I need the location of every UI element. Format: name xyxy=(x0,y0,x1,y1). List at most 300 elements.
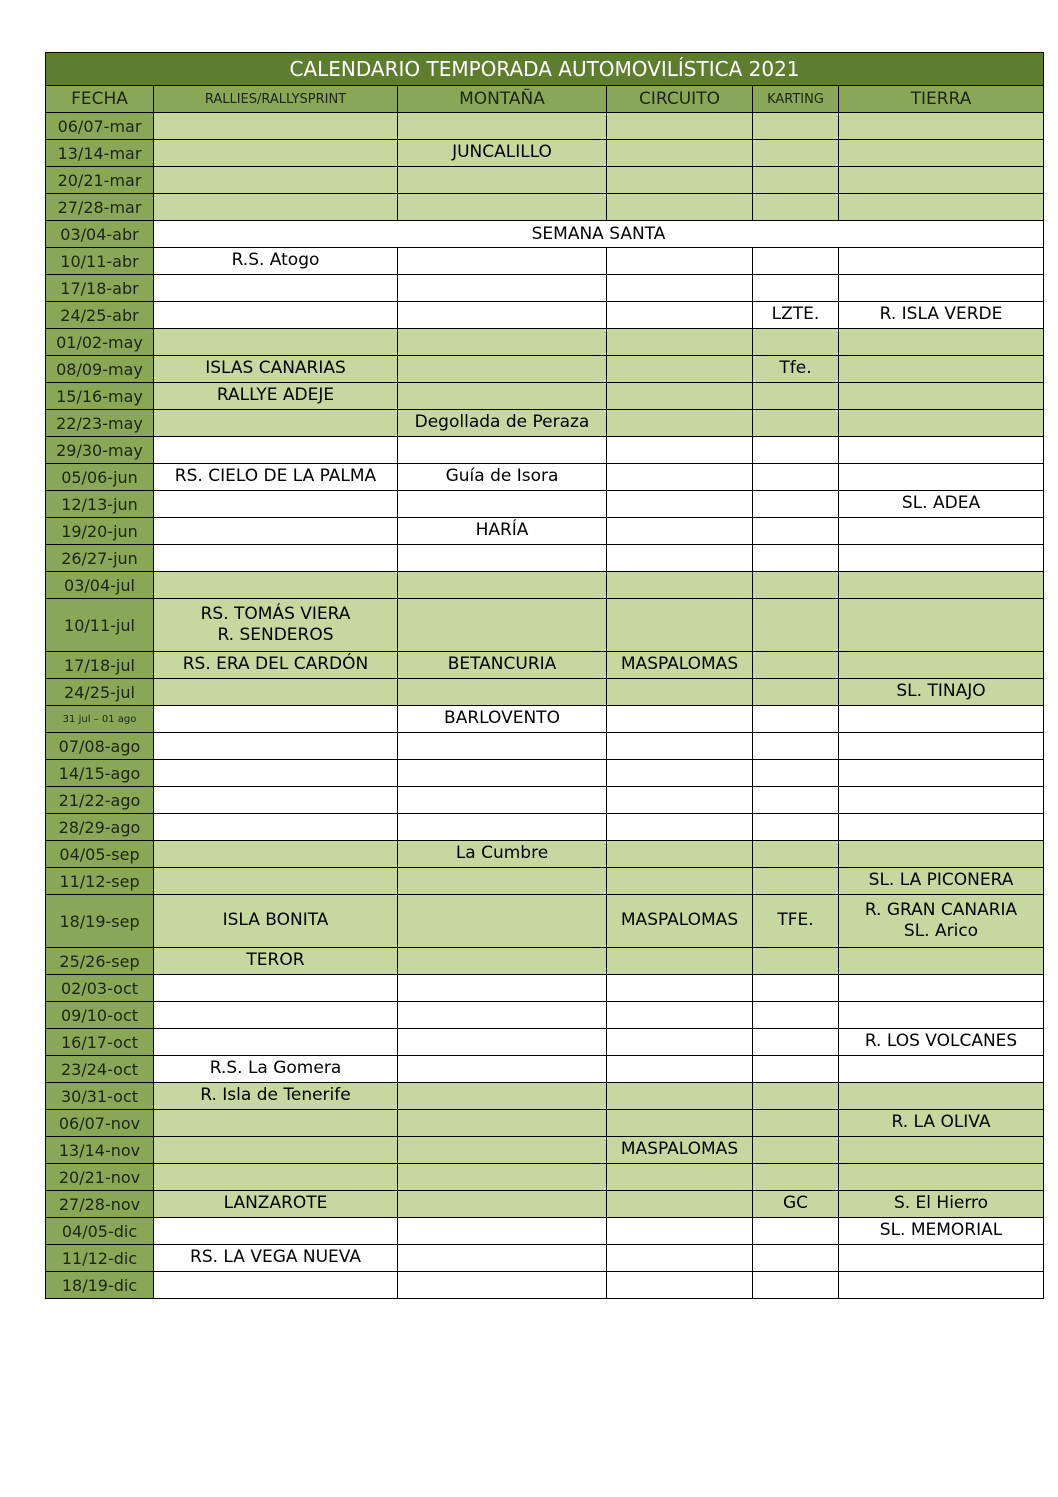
date-cell: 10/11-jul xyxy=(46,599,154,652)
event-cell-circuito xyxy=(607,814,753,841)
event-cell-montana xyxy=(398,302,607,329)
event-cell-karting xyxy=(753,787,839,814)
table-row xyxy=(46,329,1044,356)
table-row xyxy=(46,948,1044,975)
event-cell-tierra: SL. LA PICONERA xyxy=(839,868,1044,895)
event-cell-rallies xyxy=(154,167,398,194)
table-row xyxy=(46,410,1044,437)
date-cell: 31 jul – 01 ago xyxy=(46,706,154,733)
event-cell-karting xyxy=(753,1218,839,1245)
event-cell-montana: La Cumbre xyxy=(398,841,607,868)
event-cell-tierra: R. ISLA VERDE xyxy=(839,302,1044,329)
event-cell-montana xyxy=(398,1110,607,1137)
event-cell-montana xyxy=(398,329,607,356)
table-row xyxy=(46,868,1044,895)
event-cell-circuito xyxy=(607,383,753,410)
event-cell-montana: Guía de Isora xyxy=(398,464,607,491)
event-cell-circuito xyxy=(607,975,753,1002)
event-cell-rallies xyxy=(154,760,398,787)
table-row xyxy=(46,356,1044,383)
event-cell-karting xyxy=(753,410,839,437)
date-cell: 05/06-jun xyxy=(46,464,154,491)
date-cell: 02/03-oct xyxy=(46,975,154,1002)
event-cell-circuito: MASPALOMAS xyxy=(607,895,753,948)
event-cell-circuito xyxy=(607,545,753,572)
header-montana: MONTAÑA xyxy=(398,86,607,113)
date-cell: 16/17-oct xyxy=(46,1029,154,1056)
date-cell: 18/19-sep xyxy=(46,895,154,948)
date-cell: 10/11-abr xyxy=(46,248,154,275)
event-cell-montana xyxy=(398,948,607,975)
event-cell-rallies xyxy=(154,733,398,760)
event-cell-tierra xyxy=(839,329,1044,356)
event-cell-circuito xyxy=(607,518,753,545)
event-cell-karting xyxy=(753,518,839,545)
event-cell-circuito xyxy=(607,868,753,895)
calendar-sheet xyxy=(45,52,1043,1299)
event-cell-tierra xyxy=(839,167,1044,194)
event-cell-karting: Tfe. xyxy=(753,356,839,383)
event-cell-tierra: SL. MEMORIAL xyxy=(839,1218,1044,1245)
table-row xyxy=(46,975,1044,1002)
event-cell-tierra xyxy=(839,437,1044,464)
table-row xyxy=(46,167,1044,194)
event-cell-rallies: ISLAS CANARIAS xyxy=(154,356,398,383)
event-cell-rallies: LANZAROTE xyxy=(154,1191,398,1218)
event-cell-circuito xyxy=(607,464,753,491)
event-cell-rallies: R. Isla de Tenerife xyxy=(154,1083,398,1110)
table-row xyxy=(46,841,1044,868)
date-cell: 13/14-nov xyxy=(46,1137,154,1164)
event-cell-rallies: RS. CIELO DE LA PALMA xyxy=(154,464,398,491)
table-row xyxy=(46,518,1044,545)
event-cell-circuito xyxy=(607,572,753,599)
table-row xyxy=(46,733,1044,760)
date-cell: 27/28-mar xyxy=(46,194,154,221)
table-row xyxy=(46,302,1044,329)
event-cell-montana xyxy=(398,545,607,572)
event-cell-rallies xyxy=(154,140,398,167)
date-cell: 11/12-sep xyxy=(46,868,154,895)
event-cell-tierra xyxy=(839,787,1044,814)
table-row xyxy=(46,1137,1044,1164)
event-cell-rallies: TEROR xyxy=(154,948,398,975)
event-cell-circuito xyxy=(607,140,753,167)
event-cell-karting xyxy=(753,248,839,275)
event-cell-rallies: R.S. La Gomera xyxy=(154,1056,398,1083)
event-cell-montana xyxy=(398,1056,607,1083)
table-row xyxy=(46,383,1044,410)
table-row xyxy=(46,706,1044,733)
table-row xyxy=(46,787,1044,814)
table-row xyxy=(46,1029,1044,1056)
event-cell-tierra xyxy=(839,464,1044,491)
table-row xyxy=(46,275,1044,302)
event-cell-tierra xyxy=(839,1083,1044,1110)
event-cell-tierra xyxy=(839,248,1044,275)
event-cell-tierra xyxy=(839,760,1044,787)
event-cell-tierra xyxy=(839,975,1044,1002)
event-cell-circuito xyxy=(607,599,753,652)
event-cell-karting xyxy=(753,975,839,1002)
event-cell-karting xyxy=(753,1002,839,1029)
event-cell-montana xyxy=(398,895,607,948)
event-cell-montana: HARÍA xyxy=(398,518,607,545)
event-cell-circuito xyxy=(607,275,753,302)
event-cell-rallies xyxy=(154,572,398,599)
table-row xyxy=(46,572,1044,599)
table-row xyxy=(46,1191,1044,1218)
event-cell-rallies xyxy=(154,545,398,572)
event-cell-montana xyxy=(398,1164,607,1191)
event-cell-karting: LZTE. xyxy=(753,302,839,329)
table-row xyxy=(46,1083,1044,1110)
event-cell-rallies xyxy=(154,1110,398,1137)
event-cell-rallies xyxy=(154,437,398,464)
event-cell-tierra: R. GRAN CANARIA SL. Arico xyxy=(839,895,1044,948)
event-cell-tierra xyxy=(839,599,1044,652)
event-cell-rallies xyxy=(154,302,398,329)
event-cell-circuito xyxy=(607,733,753,760)
event-cell-karting xyxy=(753,545,839,572)
event-cell-montana xyxy=(398,679,607,706)
event-cell-tierra xyxy=(839,518,1044,545)
event-cell-tierra xyxy=(839,194,1044,221)
event-cell-karting xyxy=(753,1137,839,1164)
event-cell-karting xyxy=(753,599,839,652)
event-cell-rallies xyxy=(154,410,398,437)
event-cell-circuito xyxy=(607,1110,753,1137)
table-row xyxy=(46,895,1044,948)
date-cell: 04/05-sep xyxy=(46,841,154,868)
event-cell-karting xyxy=(753,679,839,706)
event-cell-rallies: ISLA BONITA xyxy=(154,895,398,948)
date-cell: 21/22-ago xyxy=(46,787,154,814)
event-cell-circuito xyxy=(607,760,753,787)
event-cell-montana xyxy=(398,437,607,464)
table-row xyxy=(46,679,1044,706)
event-cell-karting xyxy=(753,814,839,841)
event-cell-circuito xyxy=(607,706,753,733)
event-cell-karting xyxy=(753,1245,839,1272)
date-cell: 24/25-abr xyxy=(46,302,154,329)
table-row xyxy=(46,1056,1044,1083)
event-cell-rallies xyxy=(154,1137,398,1164)
event-cell-karting xyxy=(753,572,839,599)
event-cell-montana xyxy=(398,194,607,221)
event-cell-rallies xyxy=(154,814,398,841)
date-cell: 14/15-ago xyxy=(46,760,154,787)
event-cell-karting xyxy=(753,706,839,733)
event-cell-rallies: RS. ERA DEL CARDÓN xyxy=(154,652,398,679)
event-cell-tierra: R. LA OLIVA xyxy=(839,1110,1044,1137)
event-cell-karting xyxy=(753,1083,839,1110)
table-row xyxy=(46,1110,1044,1137)
event-cell-rallies: RALLYE ADEJE xyxy=(154,383,398,410)
date-cell: 11/12-dic xyxy=(46,1245,154,1272)
event-cell-montana xyxy=(398,1191,607,1218)
event-cell-circuito xyxy=(607,356,753,383)
event-cell-tierra xyxy=(839,1056,1044,1083)
date-cell: 17/18-jul xyxy=(46,652,154,679)
event-cell-montana xyxy=(398,814,607,841)
event-cell-tierra xyxy=(839,113,1044,140)
date-cell: 28/29-ago xyxy=(46,814,154,841)
date-cell: 19/20-jun xyxy=(46,518,154,545)
event-cell-tierra xyxy=(839,706,1044,733)
event-cell-circuito xyxy=(607,194,753,221)
event-cell-karting: GC xyxy=(753,1191,839,1218)
event-cell-karting xyxy=(753,194,839,221)
event-cell-circuito xyxy=(607,679,753,706)
date-cell: 04/05-dic xyxy=(46,1218,154,1245)
date-cell: 27/28-nov xyxy=(46,1191,154,1218)
event-cell-karting xyxy=(753,868,839,895)
event-cell-montana: BARLOVENTO xyxy=(398,706,607,733)
event-cell-karting xyxy=(753,1272,839,1299)
date-cell: 26/27-jun xyxy=(46,545,154,572)
event-cell-circuito xyxy=(607,1164,753,1191)
event-cell-circuito xyxy=(607,167,753,194)
event-cell-karting xyxy=(753,491,839,518)
date-cell: 24/25-jul xyxy=(46,679,154,706)
date-cell: 03/04-jul xyxy=(46,572,154,599)
event-cell-montana: BETANCURIA xyxy=(398,652,607,679)
date-cell: 30/31-oct xyxy=(46,1083,154,1110)
header-rallies: RALLIES/RALLYSPRINT xyxy=(154,86,398,113)
event-cell-karting xyxy=(753,275,839,302)
event-cell-tierra xyxy=(839,275,1044,302)
header-karting: KARTING xyxy=(753,86,839,113)
event-cell-karting xyxy=(753,841,839,868)
header-circuito: CIRCUITO xyxy=(607,86,753,113)
event-cell-montana xyxy=(398,113,607,140)
event-cell-montana xyxy=(398,787,607,814)
event-cell-circuito xyxy=(607,113,753,140)
event-cell-rallies xyxy=(154,1002,398,1029)
event-cell-circuito: MASPALOMAS xyxy=(607,652,753,679)
table-row xyxy=(46,545,1044,572)
date-cell: 12/13-jun xyxy=(46,491,154,518)
header-tierra: TIERRA xyxy=(839,86,1044,113)
date-cell: 29/30-may xyxy=(46,437,154,464)
table-row xyxy=(46,140,1044,167)
event-cell-montana: Degollada de Peraza xyxy=(398,410,607,437)
event-cell-rallies xyxy=(154,841,398,868)
event-cell-circuito xyxy=(607,1056,753,1083)
event-cell-karting xyxy=(753,1110,839,1137)
table-row xyxy=(46,652,1044,679)
event-cell-tierra xyxy=(839,948,1044,975)
event-cell-montana xyxy=(398,760,607,787)
event-cell-rallies xyxy=(154,975,398,1002)
event-cell-circuito xyxy=(607,302,753,329)
event-cell-tierra: S. El Hierro xyxy=(839,1191,1044,1218)
event-cell-rallies xyxy=(154,1164,398,1191)
event-cell-montana xyxy=(398,275,607,302)
event-cell-circuito xyxy=(607,1218,753,1245)
event-cell-tierra xyxy=(839,410,1044,437)
event-cell-karting xyxy=(753,113,839,140)
event-cell-rallies: RS. LA VEGA NUEVA xyxy=(154,1245,398,1272)
table-row xyxy=(46,194,1044,221)
event-cell-rallies xyxy=(154,787,398,814)
event-cell-tierra xyxy=(839,545,1044,572)
event-cell-circuito xyxy=(607,437,753,464)
event-cell-circuito xyxy=(607,329,753,356)
event-cell-montana xyxy=(398,383,607,410)
date-cell: 08/09-may xyxy=(46,356,154,383)
event-cell-karting xyxy=(753,948,839,975)
table-row xyxy=(46,1002,1044,1029)
event-cell-rallies xyxy=(154,113,398,140)
date-cell: 01/02-may xyxy=(46,329,154,356)
event-cell-rallies xyxy=(154,329,398,356)
event-cell-karting xyxy=(753,464,839,491)
date-cell: 20/21-nov xyxy=(46,1164,154,1191)
event-cell-rallies xyxy=(154,1218,398,1245)
event-cell-rallies xyxy=(154,275,398,302)
event-cell-tierra xyxy=(839,841,1044,868)
event-cell-tierra xyxy=(839,383,1044,410)
event-cell-montana xyxy=(398,491,607,518)
event-cell-montana xyxy=(398,1029,607,1056)
event-cell-montana xyxy=(398,356,607,383)
event-cell-circuito xyxy=(607,1029,753,1056)
event-cell-montana xyxy=(398,1083,607,1110)
event-cell-tierra xyxy=(839,1002,1044,1029)
table-row xyxy=(46,464,1044,491)
event-cell-montana xyxy=(398,733,607,760)
header-fecha: FECHA xyxy=(46,86,154,113)
event-cell-tierra xyxy=(839,733,1044,760)
event-cell-montana xyxy=(398,248,607,275)
date-cell: 06/07-mar xyxy=(46,113,154,140)
date-cell: 17/18-abr xyxy=(46,275,154,302)
event-cell-montana xyxy=(398,572,607,599)
table-row xyxy=(46,1272,1044,1299)
table-row xyxy=(46,437,1044,464)
event-cell-tierra: SL. ADEA xyxy=(839,491,1044,518)
table-row xyxy=(46,248,1044,275)
calendar-table xyxy=(45,52,1044,1299)
event-cell-montana xyxy=(398,868,607,895)
event-span-cell: SEMANA SANTA xyxy=(154,221,1044,248)
event-cell-karting xyxy=(753,1029,839,1056)
event-cell-circuito xyxy=(607,841,753,868)
event-cell-rallies xyxy=(154,1029,398,1056)
date-cell: 06/07-nov xyxy=(46,1110,154,1137)
date-cell: 13/14-mar xyxy=(46,140,154,167)
event-cell-karting xyxy=(753,167,839,194)
calendar-title: CALENDARIO TEMPORADA AUTOMOVILÍSTICA 2021 xyxy=(46,53,1044,86)
table-row xyxy=(46,1218,1044,1245)
event-cell-tierra xyxy=(839,1137,1044,1164)
event-cell-tierra xyxy=(839,652,1044,679)
event-cell-montana xyxy=(398,1272,607,1299)
date-cell: 03/04-abr xyxy=(46,221,154,248)
event-cell-rallies xyxy=(154,194,398,221)
event-cell-montana xyxy=(398,599,607,652)
table-row xyxy=(46,113,1044,140)
event-cell-circuito xyxy=(607,248,753,275)
event-cell-tierra xyxy=(839,1164,1044,1191)
table-row xyxy=(46,599,1044,652)
event-cell-karting xyxy=(753,329,839,356)
event-cell-circuito xyxy=(607,787,753,814)
calendar-body xyxy=(46,113,1044,1299)
event-cell-circuito: MASPALOMAS xyxy=(607,1137,753,1164)
date-cell: 09/10-oct xyxy=(46,1002,154,1029)
event-cell-tierra xyxy=(839,356,1044,383)
event-cell-circuito xyxy=(607,948,753,975)
event-cell-circuito xyxy=(607,1191,753,1218)
event-cell-montana: JUNCALILLO xyxy=(398,140,607,167)
event-cell-karting: TFE. xyxy=(753,895,839,948)
column-header-row xyxy=(46,86,1044,113)
table-row xyxy=(46,491,1044,518)
event-cell-montana xyxy=(398,1002,607,1029)
table-row xyxy=(46,1245,1044,1272)
date-cell: 23/24-oct xyxy=(46,1056,154,1083)
event-cell-circuito xyxy=(607,491,753,518)
event-cell-karting xyxy=(753,760,839,787)
event-cell-karting xyxy=(753,733,839,760)
event-cell-karting xyxy=(753,383,839,410)
date-cell: 25/26-sep xyxy=(46,948,154,975)
event-cell-montana xyxy=(398,1245,607,1272)
event-cell-karting xyxy=(753,1164,839,1191)
event-cell-tierra xyxy=(839,1245,1044,1272)
event-cell-karting xyxy=(753,1056,839,1083)
event-cell-rallies: RS. TOMÁS VIERA R. SENDEROS xyxy=(154,599,398,652)
event-cell-karting xyxy=(753,437,839,464)
table-row xyxy=(46,814,1044,841)
event-cell-circuito xyxy=(607,410,753,437)
event-cell-karting xyxy=(753,140,839,167)
event-cell-tierra xyxy=(839,140,1044,167)
event-cell-montana xyxy=(398,975,607,1002)
table-row xyxy=(46,760,1044,787)
event-cell-tierra xyxy=(839,814,1044,841)
event-cell-tierra: R. LOS VOLCANES xyxy=(839,1029,1044,1056)
date-cell: 15/16-may xyxy=(46,383,154,410)
date-cell: 20/21-mar xyxy=(46,167,154,194)
event-cell-tierra xyxy=(839,1272,1044,1299)
event-cell-tierra: SL. TINAJO xyxy=(839,679,1044,706)
event-cell-rallies xyxy=(154,679,398,706)
event-cell-tierra xyxy=(839,572,1044,599)
event-cell-circuito xyxy=(607,1245,753,1272)
event-cell-montana xyxy=(398,167,607,194)
event-cell-rallies xyxy=(154,706,398,733)
event-cell-montana xyxy=(398,1218,607,1245)
event-cell-rallies: R.S. Atogo xyxy=(154,248,398,275)
date-cell: 07/08-ago xyxy=(46,733,154,760)
date-cell: 22/23-may xyxy=(46,410,154,437)
event-cell-circuito xyxy=(607,1272,753,1299)
event-cell-rallies xyxy=(154,491,398,518)
event-cell-montana xyxy=(398,1137,607,1164)
event-cell-rallies xyxy=(154,518,398,545)
table-row xyxy=(46,1164,1044,1191)
event-cell-circuito xyxy=(607,1083,753,1110)
event-cell-karting xyxy=(753,652,839,679)
table-row xyxy=(46,221,1044,248)
event-cell-rallies xyxy=(154,1272,398,1299)
date-cell: 18/19-dic xyxy=(46,1272,154,1299)
event-cell-rallies xyxy=(154,868,398,895)
